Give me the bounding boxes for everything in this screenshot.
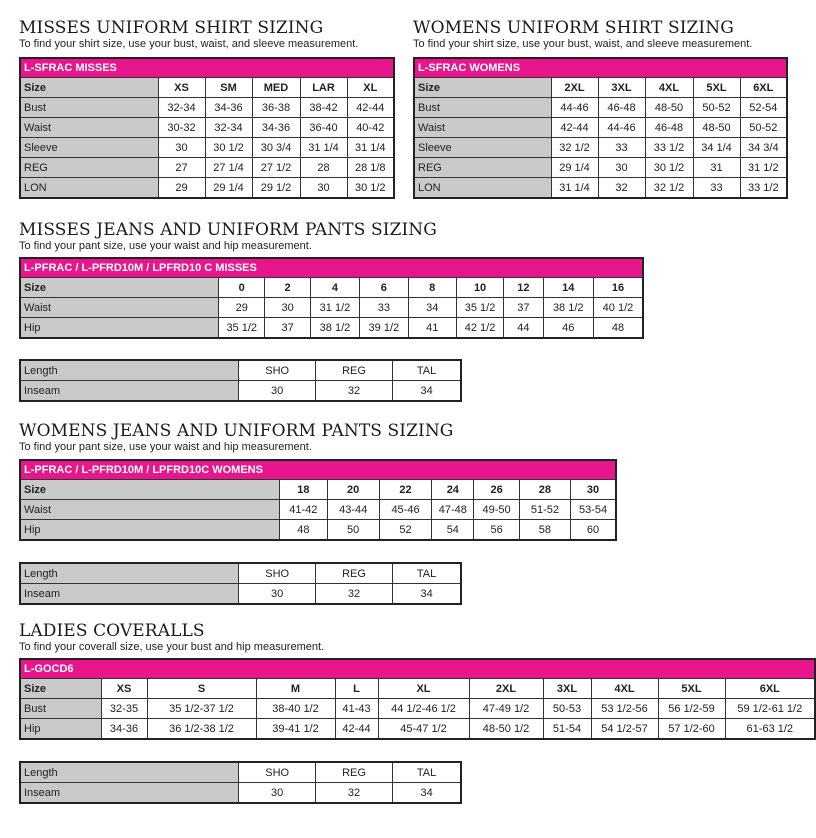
measurement-cell: 47-48 bbox=[432, 500, 474, 520]
measurement-cell: 39-41 1/2 bbox=[256, 719, 335, 740]
row-label: Inseam bbox=[20, 381, 239, 402]
measurement-cell: 38 1/2 bbox=[310, 318, 359, 339]
measurement-cell: 48-50 bbox=[693, 118, 740, 138]
measurement-cell: 54 1/2-57 bbox=[591, 719, 658, 740]
row-label: Size bbox=[20, 679, 101, 699]
measurement-cell: 61-63 1/2 bbox=[725, 719, 815, 740]
measurement-cell: 27 1/4 bbox=[205, 158, 252, 178]
table-header-row bbox=[20, 78, 394, 98]
measurement-cell: 54 bbox=[432, 520, 474, 541]
size-header-cell: 5XL bbox=[658, 679, 725, 699]
row-label: Waist bbox=[414, 118, 551, 138]
measurement-cell: 38 1/2 bbox=[543, 298, 593, 318]
measurement-cell: 34 bbox=[393, 783, 461, 804]
size-header-cell: 2 bbox=[265, 278, 310, 298]
row-label: Hip bbox=[20, 520, 280, 541]
row-label: Size bbox=[414, 78, 551, 98]
row-label: Length bbox=[20, 762, 239, 783]
size-header-cell: 16 bbox=[593, 278, 643, 298]
measurement-cell: 42-44 bbox=[335, 719, 378, 740]
row-label: Size bbox=[20, 278, 219, 298]
measurement-cell: 52 bbox=[379, 520, 431, 541]
measurement-cell: 31 1/4 bbox=[300, 138, 347, 158]
measurement-cell: 53-54 bbox=[571, 500, 616, 520]
measurement-cell: 57 1/2-60 bbox=[658, 719, 725, 740]
section-title: LADIES COVERALLS bbox=[19, 621, 205, 641]
size-header-cell: XS bbox=[101, 679, 147, 699]
womens-pants-length-table bbox=[19, 562, 462, 605]
measurement-cell: 45-47 1/2 bbox=[378, 719, 469, 740]
measurement-cell: 32 bbox=[598, 178, 645, 199]
size-header-cell: 30 bbox=[571, 480, 616, 500]
measurement-cell: 45-46 bbox=[379, 500, 431, 520]
measurement-cell: 30 bbox=[300, 178, 347, 199]
table-header-row bbox=[20, 563, 461, 584]
measurement-cell: 48 bbox=[280, 520, 327, 541]
measurement-cell: 30 bbox=[239, 584, 315, 605]
section-title: MISSES JEANS AND UNIFORM PANTS SIZING bbox=[19, 220, 437, 240]
row-label: Hip bbox=[20, 719, 101, 740]
measurement-cell: 41-43 bbox=[335, 699, 378, 719]
size-header-cell: SHO bbox=[239, 762, 315, 783]
size-header-cell: L bbox=[335, 679, 378, 699]
measurement-cell: 28 bbox=[300, 158, 347, 178]
misses-pants-length-table bbox=[19, 359, 462, 402]
measurement-cell: 50-53 bbox=[543, 699, 591, 719]
row-label: Length bbox=[20, 360, 239, 381]
table-row bbox=[414, 138, 787, 158]
size-header-cell: REG bbox=[315, 762, 392, 783]
size-header-cell: 4 bbox=[310, 278, 359, 298]
size-header-cell: S bbox=[147, 679, 256, 699]
measurement-cell: 47-49 1/2 bbox=[469, 699, 543, 719]
measurement-cell: 48-50 bbox=[645, 98, 693, 118]
womens-shirt-size-table bbox=[413, 57, 788, 199]
table-row bbox=[20, 584, 461, 605]
table-header-row bbox=[20, 360, 461, 381]
measurement-cell: 30 bbox=[239, 381, 315, 402]
size-header-cell: 26 bbox=[474, 480, 519, 500]
measurement-cell: 29 bbox=[219, 298, 265, 318]
row-label: Waist bbox=[20, 500, 280, 520]
measurement-cell: 31 1/4 bbox=[347, 138, 394, 158]
womens-shirt-heading bbox=[413, 18, 752, 51]
measurement-cell: 37 bbox=[504, 298, 543, 318]
row-label: Bust bbox=[20, 98, 158, 118]
measurement-cell: 34-36 bbox=[252, 118, 300, 138]
size-header-cell: 2XL bbox=[469, 679, 543, 699]
section-title: WOMENS UNIFORM SHIRT SIZING bbox=[413, 18, 734, 38]
table-row bbox=[414, 178, 787, 199]
section-subtitle: To find your pant size, use your waist and hip measurement. bbox=[19, 441, 312, 453]
size-header-cell: 28 bbox=[519, 480, 570, 500]
size-header-cell: 6XL bbox=[740, 78, 787, 98]
measurement-cell: 35 1/2 bbox=[456, 298, 503, 318]
measurement-cell: 30 3/4 bbox=[252, 138, 300, 158]
measurement-cell: 34 3/4 bbox=[740, 138, 787, 158]
measurement-cell: 51-54 bbox=[543, 719, 591, 740]
section-title: WOMENS JEANS AND UNIFORM PANTS SIZING bbox=[19, 421, 454, 441]
measurement-cell: 34 1/4 bbox=[693, 138, 740, 158]
measurement-cell: 33 1/2 bbox=[645, 138, 693, 158]
misses-shirt-heading bbox=[19, 18, 358, 51]
measurement-cell: 32 bbox=[315, 783, 392, 804]
measurement-cell: 27 bbox=[158, 158, 205, 178]
measurement-cell: 30 1/2 bbox=[347, 178, 394, 199]
row-label: Hip bbox=[20, 318, 219, 339]
row-label: REG bbox=[414, 158, 551, 178]
measurement-cell: 34-36 bbox=[205, 98, 252, 118]
size-header-cell: 24 bbox=[432, 480, 474, 500]
misses-pants-heading bbox=[19, 220, 437, 253]
measurement-cell: 36 1/2-38 1/2 bbox=[147, 719, 256, 740]
size-header-cell: 22 bbox=[379, 480, 431, 500]
table-row bbox=[20, 783, 461, 804]
measurement-cell: 31 1/2 bbox=[310, 298, 359, 318]
row-label: Sleeve bbox=[414, 138, 551, 158]
measurement-cell: 27 1/2 bbox=[252, 158, 300, 178]
measurement-cell: 31 1/4 bbox=[551, 178, 598, 199]
measurement-cell: 33 bbox=[360, 298, 408, 318]
measurement-cell: 31 bbox=[693, 158, 740, 178]
size-header-cell: SHO bbox=[239, 563, 315, 584]
measurement-cell: 32 bbox=[315, 381, 392, 402]
table-row bbox=[20, 318, 643, 339]
measurement-cell: 30 bbox=[239, 783, 315, 804]
measurement-cell: 60 bbox=[571, 520, 616, 541]
row-label: Size bbox=[20, 480, 280, 500]
measurement-cell: 46-48 bbox=[645, 118, 693, 138]
table-row bbox=[414, 98, 787, 118]
size-header-cell: TAL bbox=[393, 762, 461, 783]
measurement-cell: 33 bbox=[598, 138, 645, 158]
measurement-cell: 34 bbox=[393, 584, 461, 605]
table-row bbox=[20, 178, 394, 199]
table-row bbox=[20, 381, 461, 402]
size-header-cell: REG bbox=[315, 360, 392, 381]
measurement-cell: 37 bbox=[265, 318, 310, 339]
measurement-cell: 58 bbox=[519, 520, 570, 541]
size-header-cell: 2XL bbox=[551, 78, 598, 98]
measurement-cell: 34 bbox=[393, 381, 461, 402]
measurement-cell: 31 1/2 bbox=[740, 158, 787, 178]
measurement-cell: 46-48 bbox=[598, 98, 645, 118]
size-header-cell: SHO bbox=[239, 360, 315, 381]
measurement-cell: 32-35 bbox=[101, 699, 147, 719]
measurement-cell: 28 1/8 bbox=[347, 158, 394, 178]
table-header-row bbox=[20, 480, 616, 500]
table-row bbox=[20, 298, 643, 318]
row-label: Size bbox=[20, 78, 158, 98]
measurement-cell: 52-54 bbox=[740, 98, 787, 118]
measurement-cell: 33 1/2 bbox=[740, 178, 787, 199]
measurement-cell: 40 1/2 bbox=[593, 298, 643, 318]
size-header-cell: 20 bbox=[327, 480, 379, 500]
table-row bbox=[20, 699, 815, 719]
table-row bbox=[20, 118, 394, 138]
measurement-cell: 48 bbox=[593, 318, 643, 339]
measurement-cell: 30-32 bbox=[158, 118, 205, 138]
size-header-cell: M bbox=[256, 679, 335, 699]
section-subtitle: To find your shirt size, use your bust, waist, and sleeve measurement. bbox=[19, 38, 359, 50]
table-row bbox=[20, 98, 394, 118]
measurement-cell: 42 1/2 bbox=[456, 318, 503, 339]
measurement-cell: 30 1/2 bbox=[645, 158, 693, 178]
row-label: LON bbox=[20, 178, 158, 199]
table-row bbox=[20, 158, 394, 178]
size-header-cell: LAR bbox=[300, 78, 347, 98]
measurement-cell: 29 bbox=[158, 178, 205, 199]
table-header-row bbox=[20, 679, 815, 699]
measurement-cell: 48-50 1/2 bbox=[469, 719, 543, 740]
section-subtitle: To find your coverall size, use your bust and hip measurement. bbox=[19, 641, 325, 653]
measurement-cell: 56 bbox=[474, 520, 519, 541]
measurement-cell: 50-52 bbox=[740, 118, 787, 138]
measurement-cell: 44-46 bbox=[598, 118, 645, 138]
table-header-row bbox=[20, 278, 643, 298]
measurement-cell: 44-46 bbox=[551, 98, 598, 118]
measurement-cell: 30 bbox=[158, 138, 205, 158]
size-header-cell: 12 bbox=[504, 278, 543, 298]
measurement-cell: 30 1/2 bbox=[205, 138, 252, 158]
measurement-cell: 51-52 bbox=[519, 500, 570, 520]
table-banner: L-PFRAC / L-PFRD10M / LPFRD10C WOMENS bbox=[20, 460, 616, 480]
measurement-cell: 32-34 bbox=[158, 98, 205, 118]
row-label: Waist bbox=[20, 298, 219, 318]
section-subtitle: To find your shirt size, use your bust, waist, and sleeve measurement. bbox=[413, 38, 753, 50]
measurement-cell: 34 bbox=[408, 298, 456, 318]
row-label: Bust bbox=[20, 699, 101, 719]
womens-pants-heading bbox=[19, 421, 454, 454]
table-row bbox=[414, 158, 787, 178]
size-header-cell: 14 bbox=[543, 278, 593, 298]
row-label: REG bbox=[20, 158, 158, 178]
womens-pants-size-table bbox=[19, 459, 617, 541]
measurement-cell: 44 1/2-46 1/2 bbox=[378, 699, 469, 719]
measurement-cell: 50 bbox=[327, 520, 379, 541]
measurement-cell: 29 1/4 bbox=[551, 158, 598, 178]
measurement-cell: 32 1/2 bbox=[645, 178, 693, 199]
size-header-cell: 18 bbox=[280, 480, 327, 500]
table-banner: L-GOCD6 bbox=[20, 659, 815, 679]
measurement-cell: 38-42 bbox=[300, 98, 347, 118]
size-header-cell: MED bbox=[252, 78, 300, 98]
size-header-cell: 3XL bbox=[543, 679, 591, 699]
table-banner: L-PFRAC / L-PFRD10M / LPFRD10 C MISSES bbox=[20, 258, 643, 278]
size-header-cell: 3XL bbox=[598, 78, 645, 98]
size-header-cell: 4XL bbox=[645, 78, 693, 98]
size-header-cell: 5XL bbox=[693, 78, 740, 98]
size-header-cell: XS bbox=[158, 78, 205, 98]
measurement-cell: 35 1/2-37 1/2 bbox=[147, 699, 256, 719]
measurement-cell: 30 bbox=[265, 298, 310, 318]
measurement-cell: 46 bbox=[543, 318, 593, 339]
row-label: Length bbox=[20, 563, 239, 584]
table-row bbox=[20, 719, 815, 740]
row-label: Sleeve bbox=[20, 138, 158, 158]
measurement-cell: 36-40 bbox=[300, 118, 347, 138]
row-label: Inseam bbox=[20, 584, 239, 605]
measurement-cell: 41-42 bbox=[280, 500, 327, 520]
measurement-cell: 56 1/2-59 bbox=[658, 699, 725, 719]
size-header-cell: 6 bbox=[360, 278, 408, 298]
misses-pants-size-table bbox=[19, 257, 644, 339]
measurement-cell: 49-50 bbox=[474, 500, 519, 520]
table-header-row bbox=[20, 762, 461, 783]
measurement-cell: 53 1/2-56 bbox=[591, 699, 658, 719]
misses-shirt-size-table bbox=[19, 57, 395, 199]
measurement-cell: 41 bbox=[408, 318, 456, 339]
measurement-cell: 35 1/2 bbox=[219, 318, 265, 339]
measurement-cell: 34-36 bbox=[101, 719, 147, 740]
size-header-cell: 4XL bbox=[591, 679, 658, 699]
row-label: LON bbox=[414, 178, 551, 199]
measurement-cell: 32 bbox=[315, 584, 392, 605]
section-title: MISSES UNIFORM SHIRT SIZING bbox=[19, 18, 324, 38]
coveralls-heading bbox=[19, 621, 324, 654]
size-header-cell: TAL bbox=[393, 563, 461, 584]
measurement-cell: 32-34 bbox=[205, 118, 252, 138]
row-label: Inseam bbox=[20, 783, 239, 804]
table-banner: L-SFRAC WOMENS bbox=[414, 58, 787, 78]
size-header-cell: TAL bbox=[393, 360, 461, 381]
measurement-cell: 42-44 bbox=[551, 118, 598, 138]
coveralls-size-table bbox=[19, 658, 816, 740]
section-subtitle: To find your pant size, use your waist and hip measurement. bbox=[19, 240, 312, 252]
row-label: Bust bbox=[414, 98, 551, 118]
table-banner: L-SFRAC MISSES bbox=[20, 58, 394, 78]
measurement-cell: 36-38 bbox=[252, 98, 300, 118]
measurement-cell: 38-40 1/2 bbox=[256, 699, 335, 719]
table-row bbox=[20, 500, 616, 520]
measurement-cell: 50-52 bbox=[693, 98, 740, 118]
table-row bbox=[20, 520, 616, 541]
measurement-cell: 44 bbox=[504, 318, 543, 339]
size-header-cell: 8 bbox=[408, 278, 456, 298]
size-header-cell: XL bbox=[347, 78, 394, 98]
size-header-cell: 6XL bbox=[725, 679, 815, 699]
measurement-cell: 30 bbox=[598, 158, 645, 178]
size-header-cell: REG bbox=[315, 563, 392, 584]
size-header-cell: SM bbox=[205, 78, 252, 98]
table-header-row bbox=[414, 78, 787, 98]
coveralls-length-table bbox=[19, 761, 462, 804]
size-header-cell: 10 bbox=[456, 278, 503, 298]
measurement-cell: 42-44 bbox=[347, 98, 394, 118]
measurement-cell: 39 1/2 bbox=[360, 318, 408, 339]
size-header-cell: 0 bbox=[219, 278, 265, 298]
size-header-cell: XL bbox=[378, 679, 469, 699]
measurement-cell: 29 1/2 bbox=[252, 178, 300, 199]
table-row bbox=[20, 138, 394, 158]
table-row bbox=[414, 118, 787, 138]
measurement-cell: 29 1/4 bbox=[205, 178, 252, 199]
measurement-cell: 43-44 bbox=[327, 500, 379, 520]
measurement-cell: 33 bbox=[693, 178, 740, 199]
measurement-cell: 32 1/2 bbox=[551, 138, 598, 158]
measurement-cell: 40-42 bbox=[347, 118, 394, 138]
measurement-cell: 59 1/2-61 1/2 bbox=[725, 699, 815, 719]
row-label: Waist bbox=[20, 118, 158, 138]
